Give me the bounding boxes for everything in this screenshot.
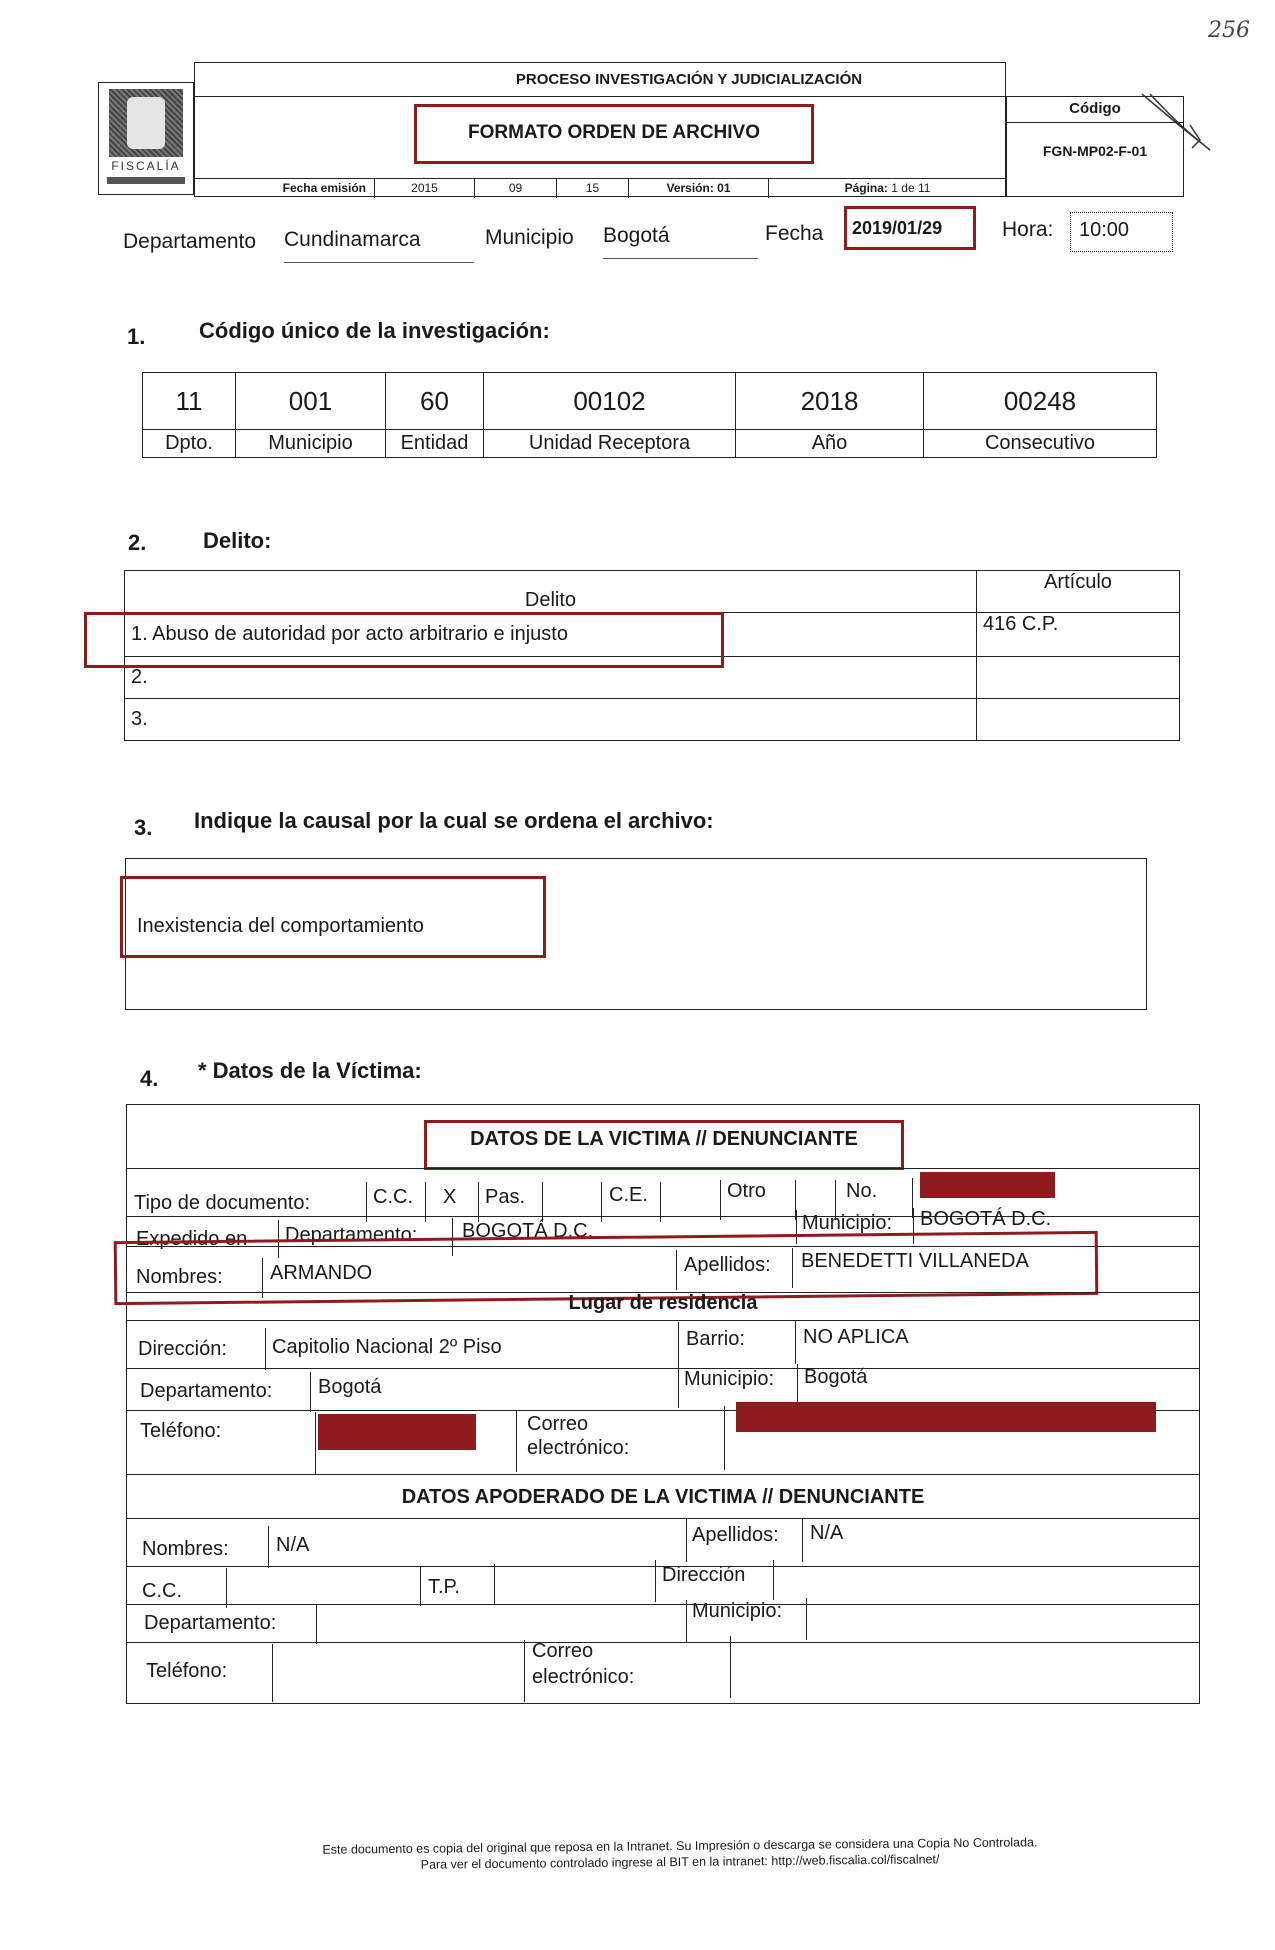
code-unidad: 00102 <box>484 373 736 430</box>
hora-label: Hora: <box>1002 218 1054 241</box>
articulo-row-1: 416 C.P. <box>977 613 1180 657</box>
res-municipio-value: Bogotá <box>804 1366 868 1388</box>
issue-year: 2015 <box>374 179 474 198</box>
issue-month: 09 <box>474 179 556 198</box>
telefono-label: Teléfono: <box>140 1420 222 1442</box>
form-title: FORMATO ORDEN DE ARCHIVO <box>467 122 761 143</box>
causal-highlight <box>120 876 546 958</box>
code-value: FGN-MP02-F-01 <box>1042 143 1148 159</box>
delito-row-2: 2. <box>125 657 977 699</box>
footer-line-1: Este documento es copia del original que reposa en la Intranet. Su Impresión o descarga se considera una Copia No Controlada. <box>322 1835 1038 1857</box>
logo-text: FISCALÍA <box>111 159 181 173</box>
direccion-label: Dirección: <box>138 1338 227 1360</box>
articulo-row-3 <box>977 699 1180 741</box>
municipio-label: Municipio <box>485 226 574 249</box>
residencia-header: Lugar de residencia <box>568 1292 758 1314</box>
label-dpto: Dpto. <box>143 430 236 458</box>
victim-header: DATOS DE LA VICTIMA // DENUNCIANTE <box>470 1128 858 1150</box>
res-municipio-label: Municipio: <box>684 1368 775 1390</box>
issue-date-label: Fecha emisión <box>282 181 366 195</box>
ap-direccion-label: Dirección <box>662 1564 746 1586</box>
label-municipio: Municipio <box>236 430 386 458</box>
cc-mark: X <box>443 1186 457 1208</box>
tipo-doc-label: Tipo de documento: <box>134 1192 311 1214</box>
delito-highlight <box>84 612 724 668</box>
issue-row <box>194 178 1006 198</box>
fiscalia-logo <box>98 82 194 195</box>
correo-label: Correo electrónico: <box>527 1413 630 1459</box>
code-entidad: 60 <box>386 373 484 430</box>
expedido-departamento-label: Departamento: <box>285 1224 418 1246</box>
expedido-municipio: BOGOTÁ D.C. <box>920 1208 1052 1230</box>
res-departamento-label: Departamento: <box>140 1380 273 1402</box>
code-dpto: 11 <box>143 373 236 430</box>
causal-value: Inexistencia del comportamiento <box>137 915 424 937</box>
pen-mark-icon <box>1140 90 1220 180</box>
barrio-value: NO APLICA <box>803 1326 909 1348</box>
issue-day: 15 <box>556 179 628 198</box>
footer-line-2: Para ver el documento controlado ingrese al BIT en la intranet: http://web.fiscalia.col/fiscalnet/ <box>420 1852 940 1872</box>
section-1-title: Código único de la investigación: <box>199 318 550 343</box>
section-2-number: 2. <box>128 530 147 555</box>
res-departamento-value: Bogotá <box>318 1376 382 1398</box>
col-articulo: Artículo <box>977 571 1180 613</box>
section-3-number: 3. <box>134 815 153 840</box>
direccion-value: Capitolio Nacional 2º Piso <box>272 1336 502 1358</box>
fecha-label: Fecha <box>765 222 824 245</box>
ap-tp-label: T.P. <box>428 1576 460 1598</box>
page-number: 256 <box>1208 18 1250 43</box>
apellidos-label: Apellidos: <box>684 1254 771 1276</box>
municipio-value: Bogotá <box>603 224 758 259</box>
fecha-highlight <box>844 206 976 250</box>
pas-label: Pas. <box>485 1186 526 1208</box>
code-consecutivo: 00248 <box>924 373 1157 430</box>
footer-disclaimer <box>200 1833 1160 1875</box>
departamento-value: Cundinamarca <box>284 228 474 263</box>
section-2-title: Delito: <box>203 528 272 553</box>
ap-nombres-value: N/A <box>276 1534 310 1556</box>
nombres-value: ARMANDO <box>270 1262 373 1284</box>
departamento-label: Departamento <box>123 230 257 253</box>
fecha-value: 2019/01/29 <box>852 218 943 238</box>
ap-apellidos-value: N/A <box>810 1522 844 1544</box>
ap-correo-label: Correo electrónico: <box>532 1640 635 1688</box>
nombres-label: Nombres: <box>136 1266 223 1288</box>
cc-label: C.C. <box>373 1186 413 1208</box>
ap-cc-label: C.C. <box>142 1580 182 1602</box>
no-label: No. <box>846 1180 878 1202</box>
delito-row-1: 1. Abuso de autoridad por acto arbitrario e injusto <box>125 613 977 657</box>
ap-apellidos-label: Apellidos: <box>692 1524 779 1546</box>
apoderado-header: DATOS APODERADO DE LA VICTIMA // DENUNCIANTE <box>401 1486 925 1508</box>
delito-row-3: 3. <box>125 699 977 741</box>
section-4-title: * Datos de la Víctima: <box>198 1058 422 1083</box>
codigo-table <box>142 372 1157 458</box>
redacted-correo <box>736 1402 1156 1432</box>
expedido-departamento: BOGOTÁ D.C. <box>462 1220 594 1242</box>
victim-header-highlight <box>424 1120 904 1170</box>
col-delito: Delito <box>125 571 977 613</box>
section-4-number: 4. <box>140 1066 159 1091</box>
redacted-doc-number <box>920 1172 1055 1198</box>
ap-nombres-label: Nombres: <box>142 1538 229 1560</box>
page-info: Página: 1 de 11 <box>768 179 1006 198</box>
label-entidad: Entidad <box>386 430 484 458</box>
version: Versión: 01 <box>628 179 768 198</box>
label-consecutivo: Consecutivo <box>924 430 1157 458</box>
expedido-label: Expedido en <box>136 1228 248 1250</box>
articulo-row-2 <box>977 657 1180 699</box>
redacted-telefono <box>318 1414 476 1450</box>
otro-label: Otro <box>727 1180 766 1202</box>
code-municipio: 001 <box>236 373 386 430</box>
expedido-municipio-label: Municipio: <box>802 1212 893 1234</box>
code-label: Código <box>1006 96 1184 123</box>
ap-municipio-label: Municipio: <box>692 1600 783 1622</box>
ap-departamento-label: Departamento: <box>144 1612 277 1634</box>
code-ano: 2018 <box>736 373 924 430</box>
highlight-box <box>414 104 814 164</box>
ce-label: C.E. <box>609 1184 648 1206</box>
label-ano: Año <box>736 430 924 458</box>
section-3-title: Indique la causal por la cual se ordena el archivo: <box>194 808 714 833</box>
section-1-number: 1. <box>127 324 146 349</box>
apellidos-value: BENEDETTI VILLANEDA <box>801 1250 1029 1272</box>
hora-value: 10:00 <box>1070 212 1173 252</box>
process-title: PROCESO INVESTIGACIÓN Y JUDICIALIZACIÓN <box>194 62 1184 97</box>
barrio-label: Barrio: <box>686 1328 745 1350</box>
ap-telefono-label: Teléfono: <box>146 1660 228 1682</box>
label-unidad: Unidad Receptora <box>484 430 736 458</box>
